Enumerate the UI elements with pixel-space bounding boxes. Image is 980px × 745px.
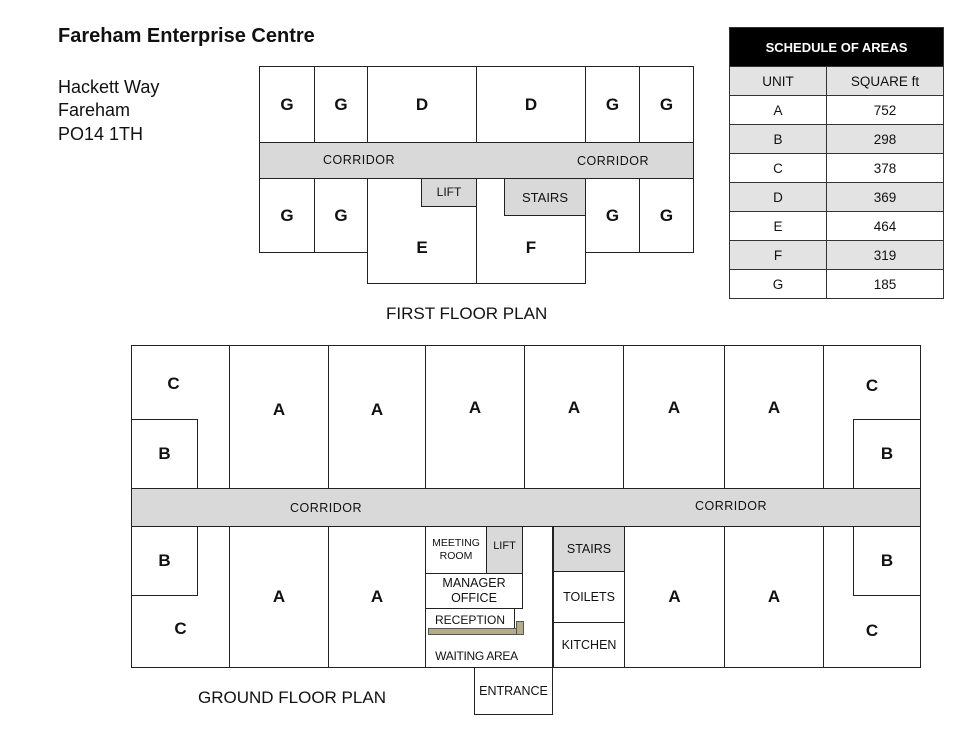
unit-g: G (314, 178, 368, 253)
address-line-3: PO14 1TH (58, 124, 144, 144)
unit-a: A (229, 526, 329, 668)
unit-a: A (229, 345, 329, 489)
schedule-unit: F (730, 241, 827, 270)
kitchen: KITCHEN (553, 622, 625, 668)
schedule-unit: D (730, 183, 827, 212)
schedule-area: 378 (827, 154, 944, 183)
schedule-area: 185 (827, 270, 944, 299)
unit-e: E (367, 178, 477, 284)
ground-floor-caption: GROUND FLOOR PLAN (198, 688, 386, 707)
schedule-row (730, 241, 944, 270)
unit-g: G (585, 178, 640, 253)
reception-desk (428, 628, 524, 635)
unit-c: C (131, 526, 230, 668)
unit-c: C (823, 526, 921, 668)
schedule-area: 369 (827, 183, 944, 212)
stairs: STAIRS (553, 526, 625, 572)
reception: RECEPTION (425, 608, 515, 632)
schedule-unit: E (730, 212, 827, 241)
corridor-label: CORRIDOR (695, 499, 768, 513)
schedule-unit: C (730, 154, 827, 183)
schedule-row (730, 154, 944, 183)
unit-a: A (724, 345, 824, 489)
unit-a: A (328, 526, 426, 668)
unit-a: A (425, 345, 525, 489)
unit-c: C (823, 345, 921, 489)
schedule-title: SCHEDULE OF AREAS (730, 28, 944, 67)
unit-a: A (624, 526, 725, 668)
unit-b: B (853, 419, 921, 489)
schedule-unit: B (730, 125, 827, 154)
address-line-1: Hackett Way (58, 77, 160, 97)
unit-g: G (259, 178, 315, 253)
unit-g: G (585, 66, 640, 143)
schedule-header-area: SQUARE ft (827, 67, 944, 96)
unit-a: A (524, 345, 624, 489)
meeting-room: MEETING ROOM (425, 526, 487, 574)
unit-a: A (623, 345, 725, 489)
entrance: ENTRANCE (474, 667, 553, 715)
manager-office: MANAGER OFFICE (425, 573, 523, 609)
corridor-label: CORRIDOR (323, 153, 396, 167)
unit-f: F (476, 178, 586, 284)
unit-a: A (724, 526, 824, 668)
page-title: Fareham Enterprise Centre (58, 25, 315, 47)
schedule-row (730, 96, 944, 125)
schedule-unit: G (730, 270, 827, 299)
unit-g: G (639, 178, 694, 253)
waiting-area: WAITING AREA (435, 649, 518, 663)
schedule-header-unit: UNIT (730, 67, 827, 96)
unit-g: G (639, 66, 694, 143)
reception-desk-return (516, 621, 524, 635)
schedule-area: 298 (827, 125, 944, 154)
schedule-row (730, 183, 944, 212)
unit-c: C (131, 345, 230, 489)
schedule-of-areas-table (729, 27, 944, 299)
unit-g: G (259, 66, 315, 143)
unit-d: D (367, 66, 477, 143)
schedule-area: 752 (827, 96, 944, 125)
corridor-label: CORRIDOR (577, 154, 650, 168)
stairs: STAIRS (504, 178, 586, 216)
unit-a: A (328, 345, 426, 489)
lift: LIFT (421, 178, 477, 207)
unit-g: G (314, 66, 368, 143)
ground-floor-corridor (131, 488, 921, 527)
schedule-row (730, 125, 944, 154)
unit-b: B (131, 526, 198, 596)
schedule-unit: A (730, 96, 827, 125)
schedule-row (730, 270, 944, 299)
address-line-2: Fareham (58, 100, 131, 120)
schedule-area: 319 (827, 241, 944, 270)
toilets: TOILETS (553, 571, 625, 623)
schedule-area: 464 (827, 212, 944, 241)
unit-b: B (853, 526, 921, 596)
corridor-label: CORRIDOR (290, 501, 363, 515)
schedule-row (730, 212, 944, 241)
first-floor-caption: FIRST FLOOR PLAN (386, 304, 548, 323)
lift: LIFT (486, 526, 523, 574)
unit-b: B (131, 419, 198, 489)
unit-d: D (476, 66, 586, 143)
